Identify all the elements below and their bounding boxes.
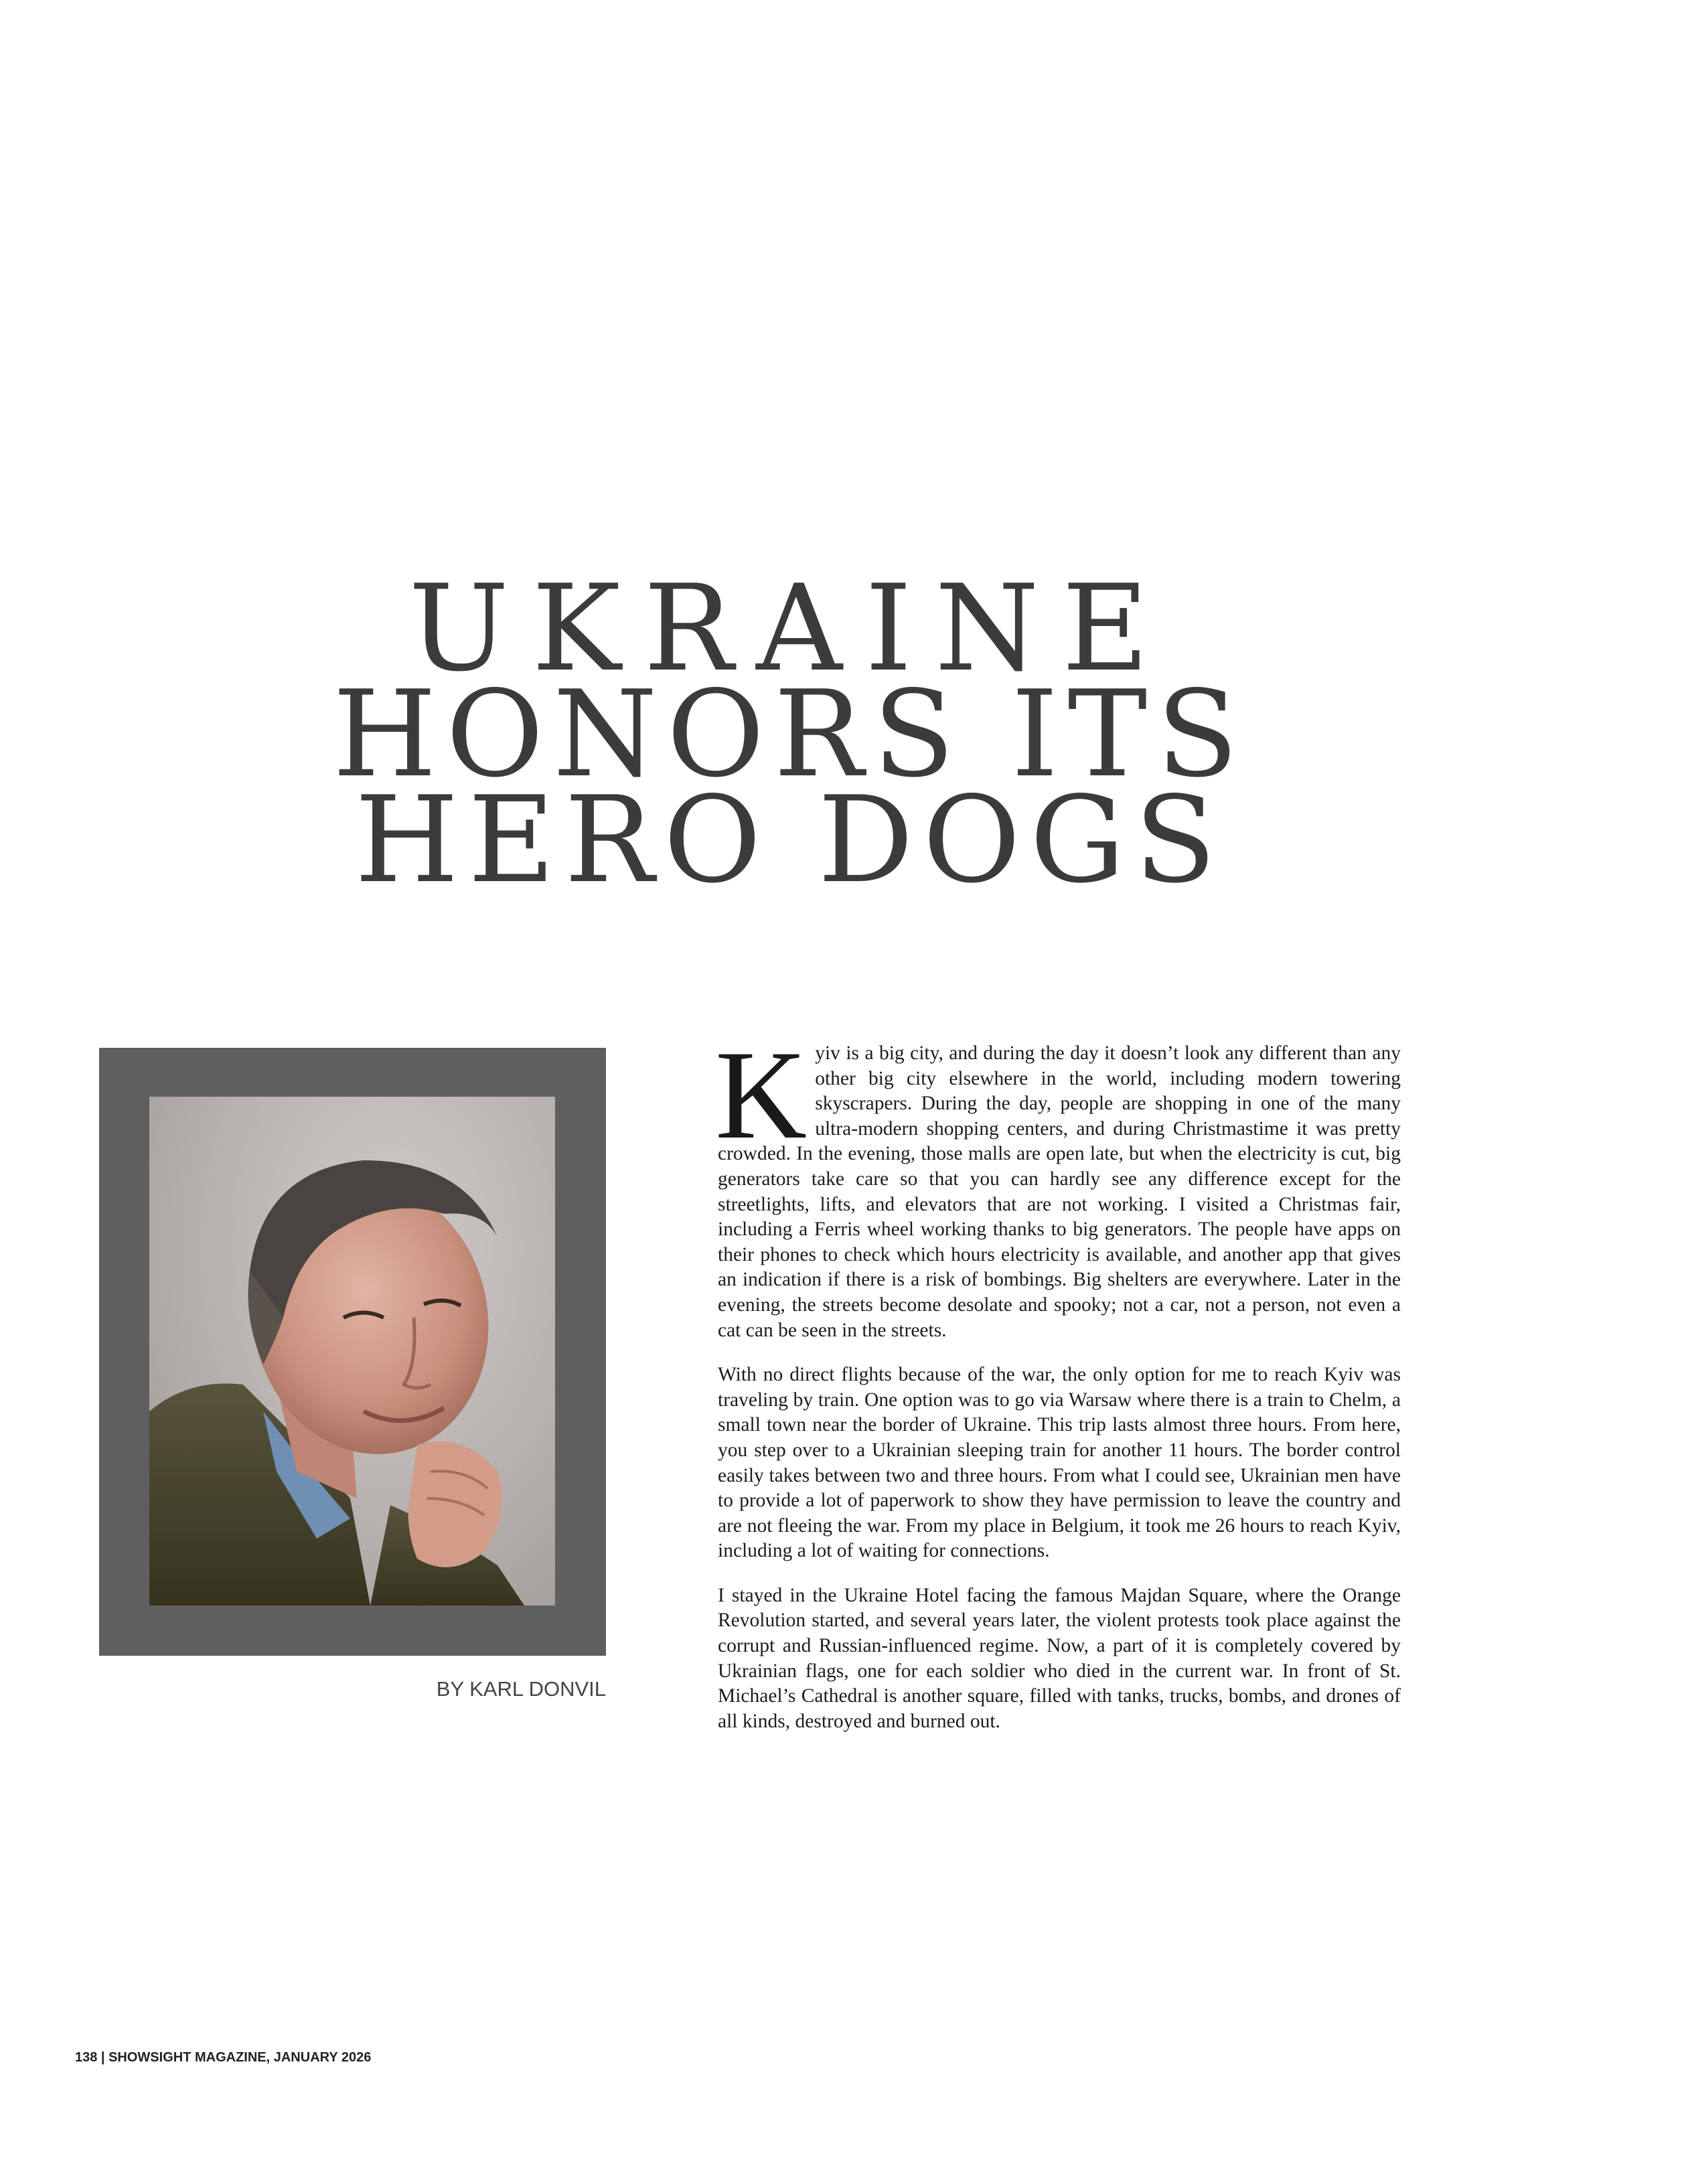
author-portrait-illustration xyxy=(149,1097,555,1606)
author-photo xyxy=(149,1097,555,1606)
author-byline: BY KARL DONVIL xyxy=(436,1677,606,1701)
article-body xyxy=(715,1025,1401,1753)
article-paragraph: I stayed in the Ukraine Hotel facing the famous Majdan Square, where the Orange Revolution started, and several years later, the violent protests took place against the corrupt and Russian-influenced regime. Now, a part of it is completely covered by Ukrainian flags, one for each soldier who died in the current war. In front of St. Michael’s Cathedral is another square, filled with tanks, trucks, bombs, and drones of all kinds, destroyed and burned out. xyxy=(718,1584,1401,1732)
article-paragraph xyxy=(715,1025,1401,1343)
article-headline xyxy=(295,559,1286,909)
headline-line-3: HERO DOGS xyxy=(354,771,1226,909)
paragraph-text: yiv is a big city, and during the day it doesn’t look any different than any other big city elsewhere in the world, including modern towering skyscrapers. During the day, people are shopping in one of the many ultra-modern shopping centers, and during Christmastime it was pretty crowded. In the evening, those malls are open late, but when the electricity is cut, big generators take care so that you can hardly see any difference except for the streetlights, lifts, and elevators that are not working. I visited a Christmas fair, including a Ferris wheel working thanks to big generators. The people have apps on their phones to check which hours electricity is available, and another app that gives an indication if there is a risk of bombings. Big shelters are everywhere. Later in the evening, the streets become desolate and spooky; not a car, not a person, not even a cat can be seen in the streets. xyxy=(718,1042,1401,1341)
headline-line-1: UKRAINE xyxy=(408,559,1172,698)
author-photo-frame xyxy=(99,1048,606,1656)
headline-line-2: HONORS ITS xyxy=(332,665,1248,803)
page-footer: 138 | SHOWSIGHT MAGAZINE, JANUARY 2026 xyxy=(75,2050,372,2065)
article-paragraph: With no direct flights because of the war, the only option for me to reach Kyiv was traveling by train. One option was to go via Warsaw where there is a train to Chelm, a small town near the border of Ukraine. This trip lasts almost three hours. From here, you step over to a Ukrainian sleeping train for another 11 hours. The border control easily takes between two and three hours. From what I could see, Ukrainian men have to provide a lot of paperwork to show they have permission to leave the country and are not fleeing the war. From my place in Belgium, it took me 26 hours to reach Kyiv, including a lot of waiting for connections. xyxy=(718,1364,1401,1562)
drop-cap: K xyxy=(715,1025,808,1166)
